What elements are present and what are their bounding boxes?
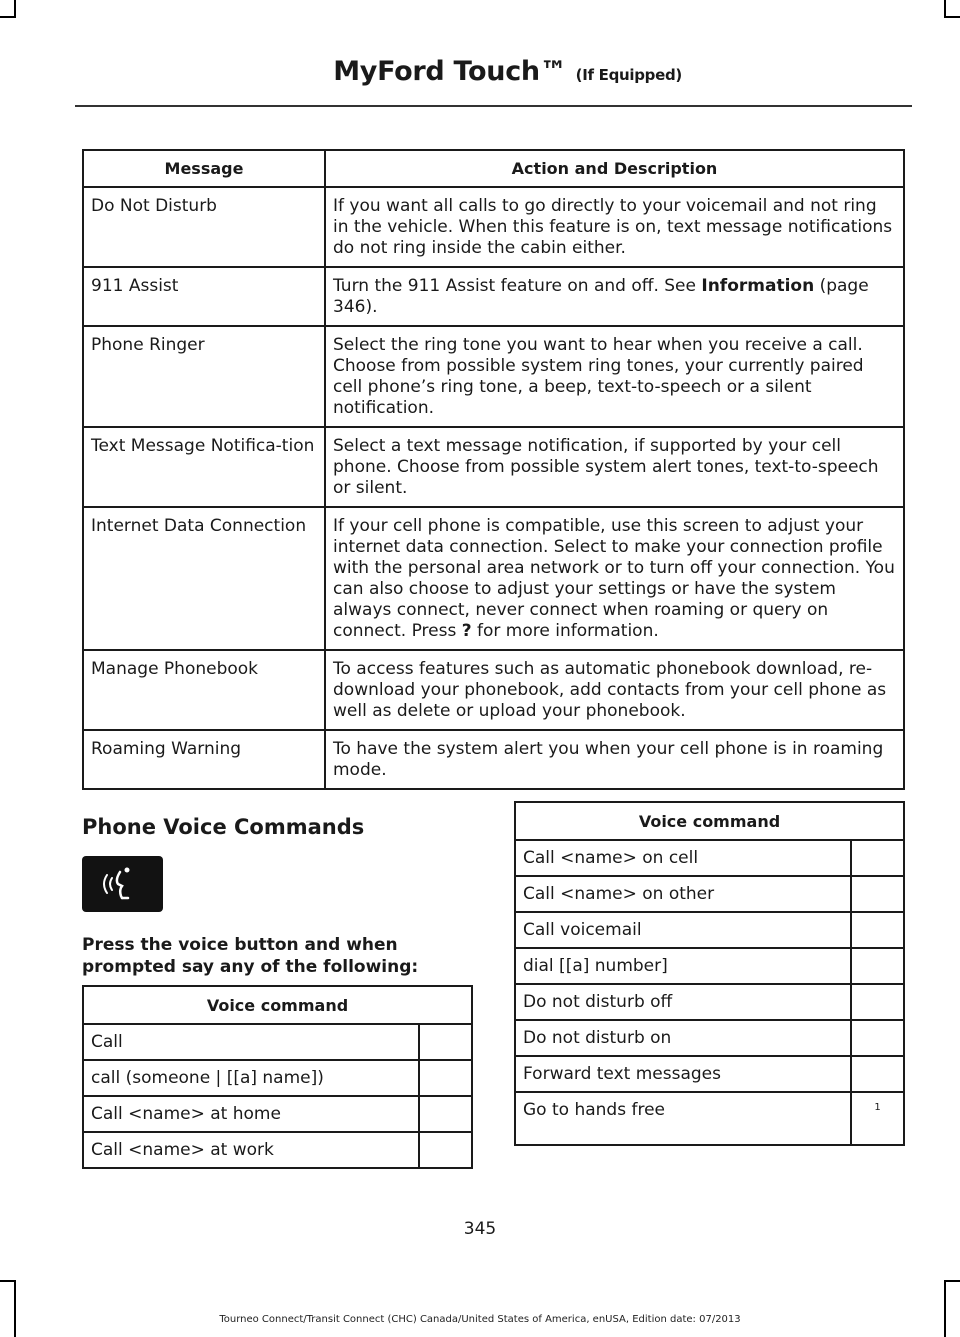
table-row [515, 1092, 904, 1145]
table-row [83, 507, 904, 650]
crop-mark [944, 1280, 960, 1282]
voice-command-cell: Call <name> at home [83, 1096, 419, 1132]
message-cell: Internet Data Connection [83, 507, 325, 650]
table-row [515, 948, 904, 984]
crop-mark [0, 1280, 16, 1282]
description-text: for more information. [471, 621, 659, 641]
table-row [515, 1020, 904, 1056]
crop-mark [944, 1280, 946, 1337]
crop-mark [944, 16, 960, 18]
description-text: (page 346). [333, 276, 869, 317]
edition-footer: Tourneo Connect/Transit Connect (CHC) Canada/United States of America, enUSA, Edition date: 07/2013 [219, 1314, 741, 1325]
voice-command-cell: Call <name> on other [515, 876, 851, 912]
table-row [83, 1024, 472, 1060]
message-cell: Text Message Notifica-tion [83, 427, 325, 507]
section-heading: Phone Voice Commands [82, 815, 365, 839]
crop-mark [14, 1280, 16, 1337]
description-text: Turn the 911 Assist feature on and off. See [333, 276, 702, 296]
description-cell: Select the ring tone you want to hear when you receive a call. Choose from possible system ring tones, your currently paired cell phone’s ring tone, a beep, text-to-speech or a silent notification. [325, 326, 904, 427]
footnote-cell [851, 1020, 904, 1056]
table-row [515, 912, 904, 948]
header-subtitle: (If Equipped) [575, 66, 682, 84]
footnote-cell [851, 1056, 904, 1092]
table-header-row [515, 802, 904, 840]
voice-command-cell: Call [83, 1024, 419, 1060]
table-row [83, 1060, 472, 1096]
description-cell: To have the system alert you when your cell phone is in roaming mode. [325, 730, 904, 789]
voice-command-cell: Call voicemail [515, 912, 851, 948]
header-title-text: MyFord Touch™ [333, 56, 567, 87]
voice-command-cell: Do not disturb off [515, 984, 851, 1020]
instructions-text: Press the voice button and when prompted say any of the following: [82, 935, 419, 977]
page-header-title [333, 56, 682, 87]
table-row [83, 187, 904, 267]
description-cell [325, 267, 904, 326]
table-row [515, 876, 904, 912]
help-symbol: ? [461, 621, 472, 641]
description-cell: If you want all calls to go directly to your voicemail and not ring in the vehicle. When this feature is on, text message notifications do not ring inside the cabin either. [325, 187, 904, 267]
footnote-cell [851, 876, 904, 912]
voice-command-cell: call (someone | [[a] name]) [83, 1060, 419, 1096]
description-cell [325, 507, 904, 650]
table-row [83, 267, 904, 326]
page-number: 345 [463, 1219, 497, 1239]
column-header-voice-command: Voice command [83, 986, 472, 1024]
cross-reference-link[interactable]: Information [701, 276, 815, 296]
footnote-cell [851, 840, 904, 876]
footnote-cell [419, 1060, 472, 1096]
footnote-cell [851, 984, 904, 1020]
voice-command-cell: Forward text messages [515, 1056, 851, 1092]
voice-button-icon [82, 856, 163, 912]
table-row [515, 984, 904, 1020]
voice-command-cell: Go to hands free [515, 1092, 851, 1145]
table-row [83, 427, 904, 507]
footnote-cell [419, 1096, 472, 1132]
description-text: If your cell phone is compatible, use this screen to adjust your internet data connection. Select to make your connection profile with the personal area network or to turn off your connection. You can also choose to adjust your settings or have the system always connect, never connect when roaming or query on connect. Press [333, 516, 895, 641]
crop-mark [0, 16, 16, 18]
column-header-voice-command: Voice command [515, 802, 904, 840]
settings-table [82, 149, 905, 790]
description-cell: Select a text message notification, if supported by your cell phone. Choose from possible system alert tones, text-to-speech or silent. [325, 427, 904, 507]
message-cell: Manage Phonebook [83, 650, 325, 730]
message-cell: Do Not Disturb [83, 187, 325, 267]
table-row [515, 840, 904, 876]
table-header-row [83, 150, 904, 187]
table-row [83, 730, 904, 789]
voice-command-table [82, 985, 473, 1169]
footnote-cell [851, 912, 904, 948]
voice-command-cell: Do not disturb on [515, 1020, 851, 1056]
voice-command-cell: Call <name> at work [83, 1132, 419, 1168]
table-row [83, 1096, 472, 1132]
column-header-description: Action and Description [325, 150, 904, 187]
footnote-cell: 1 [851, 1092, 904, 1145]
message-cell: 911 Assist [83, 267, 325, 326]
table-row [83, 650, 904, 730]
table-row [83, 326, 904, 427]
voice-command-table [514, 801, 905, 1146]
voice-command-cell: Call <name> on cell [515, 840, 851, 876]
table-header-row [83, 986, 472, 1024]
footnote-cell [851, 948, 904, 984]
header-divider [75, 105, 912, 107]
footnote-cell [419, 1024, 472, 1060]
voice-command-cell: dial [[a] number] [515, 948, 851, 984]
footnote-cell [419, 1132, 472, 1168]
table-row [515, 1056, 904, 1092]
description-cell: To access features such as automatic phonebook download, re-download your phonebook, add contacts from your cell phone as well as delete or upload your phonebook. [325, 650, 904, 730]
message-cell: Phone Ringer [83, 326, 325, 427]
table-row [83, 1132, 472, 1168]
message-cell: Roaming Warning [83, 730, 325, 789]
column-header-message: Message [83, 150, 325, 187]
